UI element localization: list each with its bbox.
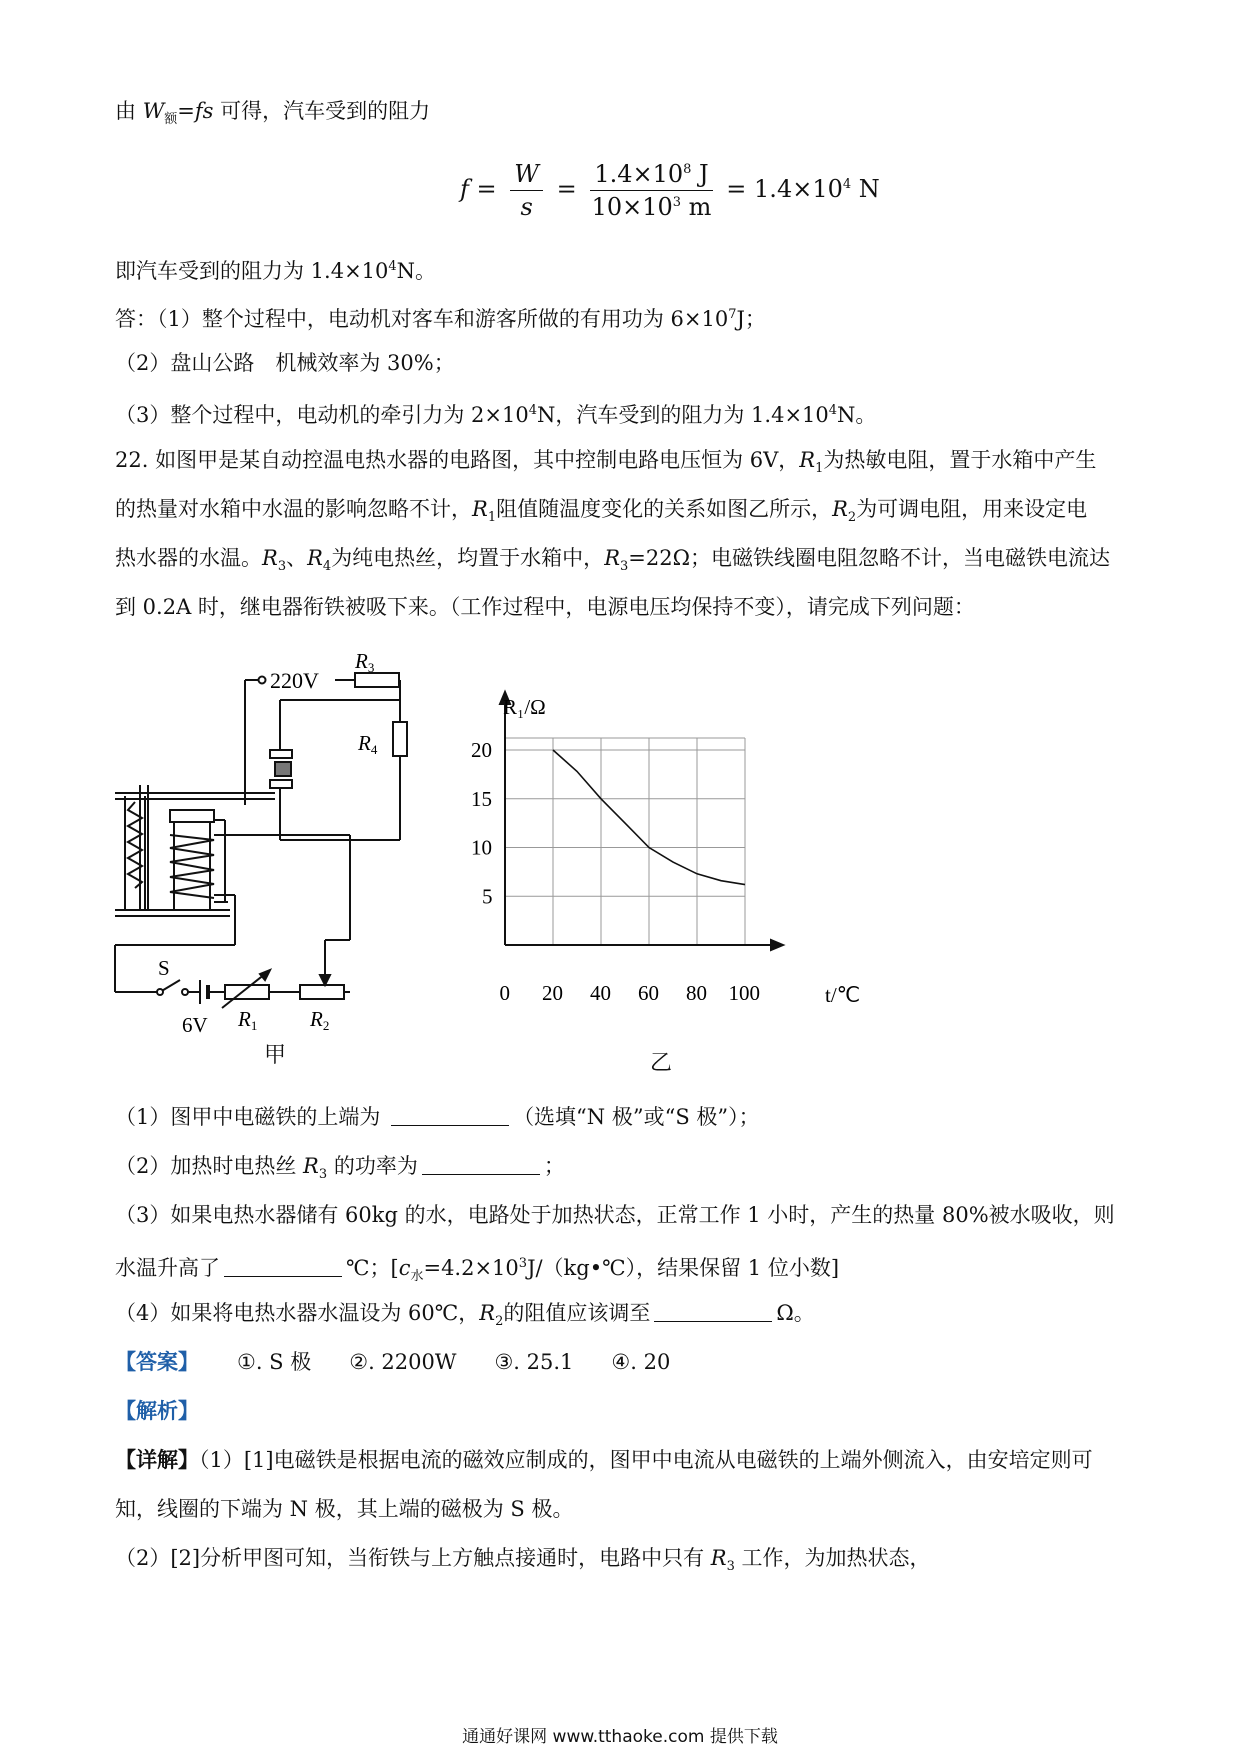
question-22-line-1: 22. 如图甲是某自动控温电热水器的电路图，其中控制电路电压恒为 6V，$R_1$为热敏电阻，置于水箱中产生: [115, 448, 1097, 477]
y-tick-label: 15: [471, 786, 492, 811]
answer-blank-4[interactable]: [654, 1301, 772, 1322]
detail-line-2: 知，线圈的下端为 N 极，其上端的磁极为 S 极。: [115, 1497, 574, 1521]
switch-label: S: [158, 956, 170, 980]
x-axis-label: t/℃: [825, 983, 861, 1007]
sub-question-2: （2）加热时电热丝 $R_3$ 的功率为 ；: [115, 1154, 565, 1183]
circuit-diagram: [110, 640, 420, 1037]
x-tick-label: 20: [542, 981, 563, 1005]
answer-tag: 【答案】: [115, 1349, 199, 1374]
answer-blank-2[interactable]: [422, 1154, 540, 1175]
x-tick-label: 80: [686, 981, 707, 1005]
question-22-line-2: 的热量对水箱中水温的影响忽略不计，$R_1$阻值随温度变化的关系如图乙所示，$R_2$为可调电阻，用来设定电: [115, 497, 1088, 526]
x-tick-label: 100: [728, 981, 760, 1005]
sub-question-3-line-2: 水温升高了 ℃；[$c_水=4.2\times 10^3J/(kg•℃)$，结果保留 1 位小数]: [115, 1256, 840, 1285]
intro-line: 由 $W_额=fs$ 可得，汽车受到的阻力: [115, 99, 431, 128]
sub-question-1: （1）图甲中电磁铁的上端为 （选填“N 极”或“S 极”）；: [115, 1105, 760, 1129]
y-tick-label: 10: [471, 835, 492, 860]
r1-label: R1: [238, 1007, 258, 1033]
sub-question-4: （4）如果将电热水器水温设为 60℃，$R_2$的阻值应该调至 Ω。: [115, 1301, 815, 1330]
answer-blank-3[interactable]: [224, 1256, 342, 1277]
question-22-line-3: 热水器的水温。$R_3$、$R_4$为纯电热丝，均置于水箱中，$R_3=22\Omega$；电磁铁线圈电阻忽略不计，当电磁铁电流达: [115, 546, 1111, 575]
analysis-heading: 【解析】: [115, 1398, 199, 1423]
sub-question-3-line-1: （3）如果电热水器储有 60kg 的水，电路处于加热状态，正常工作 1 小时，产生的热量 80%被水吸收，则: [115, 1203, 1115, 1227]
chart-caption: 乙: [650, 1051, 673, 1076]
question-22-line-4: 到 0.2A 时，继电器衔铁被吸下来。（工作过程中，电源电压均保持不变），请完成下列问题：: [115, 595, 975, 619]
r4-label: R4: [358, 731, 378, 757]
r2-label: R2: [310, 1007, 330, 1033]
detail-line-1: 【详解】（1）[1]电磁铁是根据电流的磁效应制成的，图甲中电流从电磁铁的上端外侧流入，由安培定则可: [115, 1447, 1093, 1472]
answer-line-3: （3）整个过程中，电动机的牵引力为 $2\times 10^4N$，汽车受到的阻力为 $1.4\times 10^4N$。: [115, 403, 877, 427]
circuit-caption: 甲: [264, 1043, 287, 1068]
voltage-220v-label: 220V: [270, 668, 319, 693]
r1-temperature-chart: [455, 690, 895, 1030]
page-footer: 通通好课网 www.tthaoke.com 提供下载: [462, 1727, 778, 1747]
y-tick-label: 20: [471, 738, 492, 762]
detail-line-3: （2）[2]分析甲图可知，当衔铁与上方触点接通时，电路中只有 $R_3$ 工作，为加热状态，: [115, 1546, 931, 1575]
answer-block: 【答案】 ①. S 极 ②. 2200W ③. 25.1 ④. 20: [115, 1349, 671, 1374]
answer-line-2: （2）盘山公路 机械效率为 30%；: [115, 351, 455, 375]
y-tick-label: 5: [482, 884, 493, 909]
x-tick-label: 40: [590, 981, 611, 1005]
resistance-equation: f = $\frac{W}{s}$ = $\frac{1.4\times 10^8 J}{10\times 10^3 m}$ = $1.4\times 10^4$ N: [460, 160, 880, 221]
y-axis-label: R₁/Ω: [503, 695, 546, 719]
x-tick-label: 60: [638, 981, 659, 1005]
answer-blank-1[interactable]: [391, 1105, 509, 1126]
answer-line-1: 答：（1）整个过程中，电动机对客车和游客所做的有用功为 $6\times 10^7J$；: [115, 307, 766, 331]
voltage-6v-label: 6V: [182, 1013, 208, 1037]
x-tick-label: 0: [499, 981, 510, 1005]
r3-label: R3: [355, 649, 375, 675]
x-axis-arrow: [771, 940, 783, 950]
resistance-result-line: 即汽车受到的阻力为 $1.4\times 10^4N$。: [115, 259, 437, 283]
